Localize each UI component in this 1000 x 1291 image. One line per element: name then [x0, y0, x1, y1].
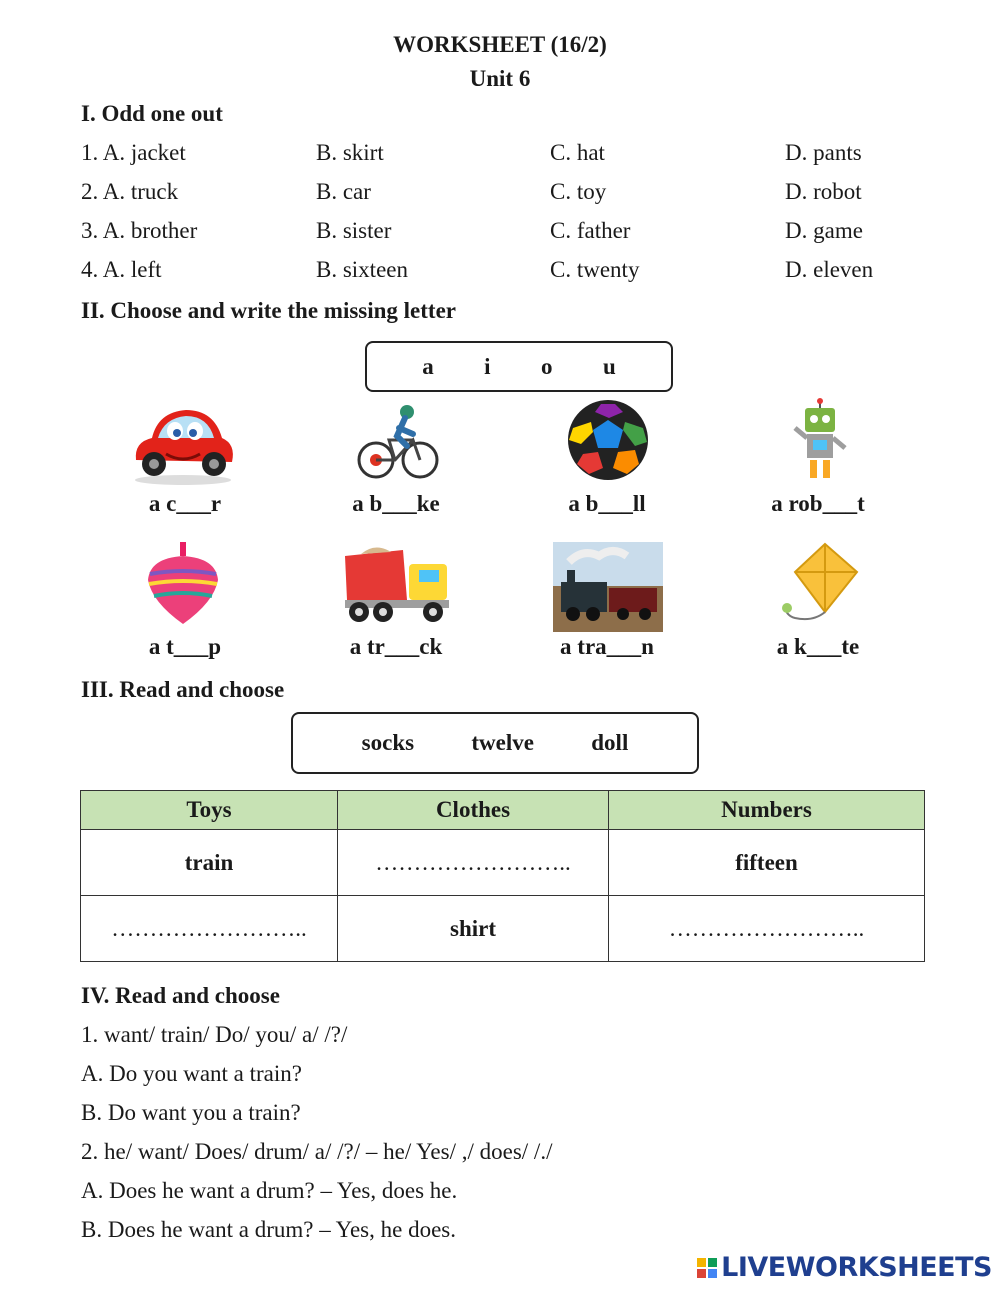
cell-clothes-2: shirt	[338, 896, 609, 962]
option-3d[interactable]: D. game	[785, 218, 863, 243]
option-2b[interactable]: B. car	[316, 179, 371, 204]
option-1a[interactable]: 1. A. jacket	[81, 140, 186, 165]
spinning-top-icon	[128, 542, 238, 632]
option-4c[interactable]: C. twenty	[550, 257, 640, 282]
cell-toys-1: train	[81, 830, 338, 896]
option-3c[interactable]: C. father	[550, 218, 631, 243]
letter-choice: i	[484, 353, 491, 379]
car-icon	[128, 398, 238, 488]
caption-train[interactable]: a tra___n	[560, 634, 654, 659]
option-3b[interactable]: B. sister	[316, 218, 392, 243]
option-4d[interactable]: D. eleven	[785, 257, 874, 282]
cell-numbers-1: fifteen	[609, 830, 925, 896]
word-choice: doll	[591, 730, 629, 755]
caption-bike[interactable]: a b___ke	[352, 491, 440, 516]
word-choice: twelve	[471, 730, 534, 755]
header-numbers: Numbers	[609, 791, 925, 830]
word-choice: socks	[361, 730, 415, 755]
option-1c[interactable]: C. hat	[550, 140, 605, 165]
vocabulary-table	[80, 790, 925, 962]
liveworksheets-logo	[697, 1252, 992, 1283]
caption-robot[interactable]: a rob___t	[771, 491, 865, 516]
header-clothes: Clothes	[338, 791, 609, 830]
question-1-option-a[interactable]: A. Do you want a train?	[81, 1061, 302, 1086]
caption-car[interactable]: a c___r	[148, 491, 222, 516]
blank-numbers-2[interactable]: ……………………..	[609, 896, 925, 962]
section-2-heading: II. Choose and write the missing letter	[81, 298, 456, 323]
letter-choice: u	[602, 353, 616, 379]
table-header-row	[81, 791, 925, 830]
kite-icon	[765, 542, 875, 632]
question-2-option-b[interactable]: B. Does he want a drum? – Yes, he does.	[81, 1217, 456, 1242]
word-choices-box	[291, 712, 699, 774]
robot-icon	[765, 398, 875, 488]
blank-clothes-1[interactable]: ……………………..	[338, 830, 609, 896]
option-3a[interactable]: 3. A. brother	[81, 218, 198, 243]
question-1-option-b[interactable]: B. Do want you a train?	[81, 1100, 301, 1125]
letter-choices-box	[365, 341, 673, 392]
train-icon	[553, 542, 663, 632]
blank-toys-2[interactable]: ……………………..	[81, 896, 338, 962]
option-2c[interactable]: C. toy	[550, 179, 607, 204]
option-1b[interactable]: B. skirt	[316, 140, 384, 165]
question-2-prompt: 2. he/ want/ Does/ drum/ a/ /?/ – he/ Yes/ ,/ does/ /./	[81, 1139, 553, 1164]
letter-choice: a	[422, 353, 434, 379]
section-1-heading: I. Odd one out	[81, 101, 223, 126]
caption-top[interactable]: a t___p	[148, 634, 222, 659]
worksheet-title: WORKSHEET (16/2)	[393, 32, 607, 57]
bike-icon	[343, 398, 453, 488]
section-3-heading: III. Read and choose	[81, 677, 285, 702]
logo-mark-icon	[697, 1258, 717, 1278]
logo-text: LIVEWORKSHEETS	[721, 1252, 992, 1283]
option-4a[interactable]: 4. A. left	[81, 257, 162, 282]
section-4-heading: IV. Read and choose	[81, 983, 280, 1008]
header-toys: Toys	[81, 791, 338, 830]
question-2-option-a[interactable]: A. Does he want a drum? – Yes, does he.	[81, 1178, 458, 1203]
question-1-prompt: 1. want/ train/ Do/ you/ a/ /?/	[81, 1022, 348, 1047]
ball-icon	[553, 398, 663, 488]
option-2d[interactable]: D. robot	[785, 179, 862, 204]
truck-icon	[343, 542, 453, 632]
unit-subtitle: Unit 6	[469, 66, 531, 91]
table-row	[81, 896, 925, 962]
caption-kite[interactable]: a k___te	[776, 634, 860, 659]
option-4b[interactable]: B. sixteen	[316, 257, 408, 282]
table-row	[81, 830, 925, 896]
letter-choice: o	[541, 353, 553, 379]
option-2a[interactable]: 2. A. truck	[81, 179, 179, 204]
caption-truck[interactable]: a tr___ck	[349, 634, 443, 659]
option-1d[interactable]: D. pants	[785, 140, 862, 165]
caption-ball[interactable]: a b___ll	[568, 491, 646, 516]
